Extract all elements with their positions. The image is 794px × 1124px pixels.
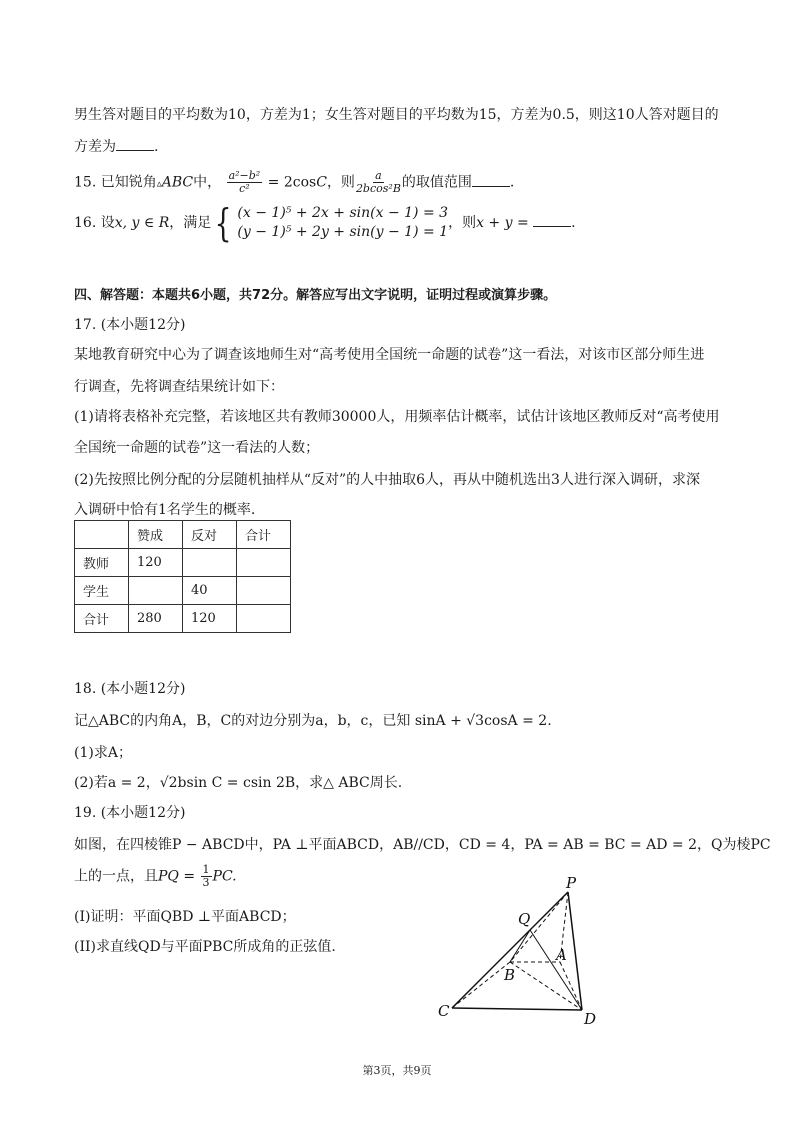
table-cell	[183, 549, 237, 577]
q15-fraction-1	[227, 170, 263, 195]
q15-eq: = 2cos	[267, 174, 317, 191]
pyramid-inner-edges	[510, 930, 582, 1010]
q17-p3: (1)请将表格补充完整，若该地区共有教师30000人，用频率估计概率，试估计该地区教师反对“高考使用	[74, 409, 720, 425]
pyramid-figure	[430, 870, 620, 1030]
table-cell	[129, 577, 183, 605]
label-c: C	[438, 1002, 450, 1020]
table-cell	[237, 577, 291, 605]
q15-end: .	[509, 174, 515, 191]
q14-line1: 男生答对题目的平均数为10，方差为1；女生答对题目的平均数为15，方差为0.5，则这10人答对题目的	[74, 107, 719, 123]
q17-p1: 某地教育研究中心为了调查该地师生对“高考使用全国统一命题的试卷”这一看法，对该市区部分师生进	[74, 347, 705, 363]
q18-head: 18. (本小题12分)	[74, 681, 186, 697]
table-cell: 120	[129, 549, 183, 577]
q16-text-a: 设	[100, 215, 115, 231]
table-cell: 合计	[237, 521, 291, 549]
label-q: Q	[518, 910, 531, 928]
label-a: A	[556, 946, 567, 964]
table-cell: 280	[129, 605, 183, 633]
q19-fraction	[201, 864, 212, 889]
question-15	[74, 170, 514, 195]
table-row	[75, 549, 291, 577]
q17-p6: 入调研中恰有1名学生的概率.	[74, 502, 256, 518]
q15-c: C	[316, 174, 327, 191]
table-row	[75, 577, 291, 605]
q15-text-b: 中，	[193, 174, 222, 191]
q18-p1: 记△ABC的内角A，B，C的对边分别为a，b，c，已知 sinA + √3cosA = 2.	[74, 713, 552, 729]
frac2-denominator: 2bcos²B	[355, 182, 401, 195]
q19-p2	[74, 864, 237, 889]
q15-fraction-2	[356, 170, 401, 195]
q16-text-b: ，满足	[169, 215, 212, 231]
table-cell: 120	[183, 605, 237, 633]
edge-cd	[452, 1008, 582, 1010]
q15-number: 15.	[74, 174, 97, 191]
answer-blank	[116, 138, 154, 151]
q16-end: .	[571, 215, 576, 231]
q18-p2: (1)求A；	[74, 745, 132, 761]
equation-system	[211, 201, 449, 245]
section-heading: 四、解答题：本题共6小题，共72分。解答应写出文字说明，证明过程或演算步骤。	[74, 288, 557, 303]
q16-number: 16.	[74, 215, 97, 231]
q16-sum: x + y =	[476, 215, 529, 231]
table-row	[75, 521, 291, 549]
table-cell	[237, 605, 291, 633]
q16-vars: x, y ∈ R	[114, 215, 170, 231]
label-b: B	[504, 966, 516, 984]
q15-text-d: 的取值范围	[401, 174, 472, 191]
frac1-numerator: a²−b²	[228, 169, 261, 182]
q19-p2-a: 上的一点，且	[74, 868, 158, 885]
q14-line2-post: .	[154, 139, 159, 155]
edge-bd	[510, 962, 582, 1010]
q19-p3: (I)证明：平面QBD ⊥平面ABCD；	[74, 909, 296, 925]
table-cell: 合计	[75, 605, 129, 633]
q16-text-c: ，则	[448, 215, 477, 231]
label-d: D	[584, 1010, 597, 1028]
table-cell	[75, 521, 129, 549]
q15-text-c: ，则	[326, 174, 355, 191]
equation-1: (x − 1)⁵ + 2x + sin(x − 1) = 3	[237, 205, 449, 221]
frac1-denominator: c²	[239, 182, 250, 195]
q19-p2-c: PC.	[212, 868, 237, 885]
q19-p2-b: PQ =	[158, 868, 196, 885]
label-p: P	[566, 874, 577, 892]
table-row	[75, 605, 291, 633]
table-cell: 反对	[183, 521, 237, 549]
q17-p4: 全国统一命题的试卷”这一看法的人数；	[74, 440, 320, 456]
q18-p3: (2)若a = 2，√2bsin C = csin 2B，求△ ABC周长.	[74, 775, 403, 791]
page-footer: 第3页，共9页	[362, 1064, 432, 1077]
q17-p5: (2)先按照比例分配的分层随机抽样从“反对”的人中抽取6人，再从中随机选出3人进行深入调研，求深	[74, 472, 700, 488]
answer-blank	[533, 214, 571, 227]
q15-abc: ABC	[161, 174, 194, 191]
q17-head: 17. (本小题12分)	[74, 317, 186, 333]
table-cell	[237, 549, 291, 577]
q14-line2-pre: 方差为	[74, 139, 116, 155]
edge-pc	[452, 892, 568, 1008]
q15-text-a: 已知锐角	[100, 174, 157, 191]
answer-blank	[472, 174, 510, 187]
frac2-numerator: a	[375, 169, 382, 182]
fraction-numerator: 1	[202, 863, 210, 876]
table-cell: 学生	[75, 577, 129, 605]
q19-head: 19. (本小题12分)	[74, 805, 186, 821]
survey-table	[74, 520, 291, 633]
table-cell: 40	[183, 577, 237, 605]
q17-p2: 行调查，先将调查结果统计如下：	[74, 379, 284, 395]
q19-p1: 如图，在四棱锥P − ABCD中，PA ⊥平面ABCD，AB//CD，CD = 4，PA = AB = BC = AD = 2，Q为棱PC	[74, 837, 771, 853]
brace-symbol: {	[214, 201, 232, 245]
question-16	[74, 201, 576, 245]
equation-2: (y − 1)⁵ + 2y + sin(y − 1) = 1	[237, 224, 449, 240]
q14-line2	[74, 136, 158, 156]
edge-bc	[452, 962, 510, 1008]
triangle-symbol: ▵	[156, 178, 162, 190]
fraction-denominator: 3	[202, 876, 210, 889]
q19-p4: (II)求直线QD与平面PBC所成角的正弦值.	[74, 939, 336, 955]
table-cell: 赞成	[129, 521, 183, 549]
table-cell: 教师	[75, 549, 129, 577]
